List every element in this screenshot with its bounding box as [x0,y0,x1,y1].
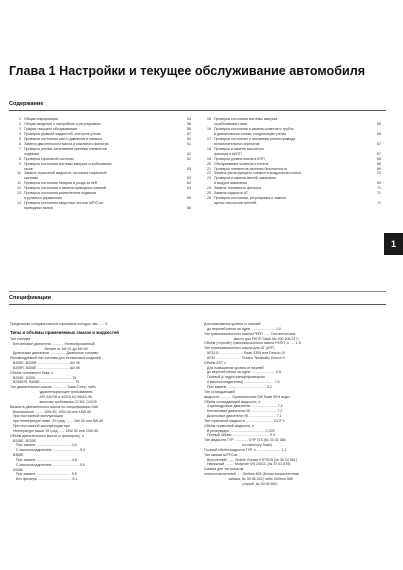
contents-rule [9,110,386,111]
toc-item-number: 24 [207,186,211,191]
spec-line: Всесезонное ........ 10W-30, 10W-40 или 15W-40 [10,409,92,414]
spec-line: до верхней метки на щупе ........................ 0,6 [204,370,281,375]
spec-line: При замене ................................... 4,5 [10,457,77,462]
spec-line: Объём топливного бака, л [10,370,54,375]
toc-item-page: 61 [187,141,191,146]
toc-item-number: 17 [207,136,211,141]
toc-item-page: 70 [377,171,381,176]
toc-item [200,147,381,157]
toc-item-number: 13 [17,191,21,196]
spec-line: В резервуаре ................................... 0,225 [204,428,275,433]
spec-line: Бензиновые двигатели V6 .......................... 7,2 [204,409,283,414]
toc-item-title: Проверка состояния системы выпуска отработавших газов [24,161,112,171]
toc-item-number: 25 [207,191,211,196]
toc-item-title: Проверка элементов системы безопасности [214,166,287,171]
toc-item-number: 26 [207,196,211,201]
toc-item-title: Проверка состояния, регулировка и замена щеток стеклоочистителей [214,196,287,206]
spec-line: Объём тормозной жидкости, л [204,423,255,428]
spec-line: API-SG/SH и ACEA А2-96/А3-96, [10,394,93,399]
toc-item-page: 64 [187,181,191,186]
toc-item-title: Проверка уровня масла в КПП [214,156,265,161]
spec-line: Полный объём ..................................... 0,9 [204,433,275,438]
spec-line: при температуре ниже -20 град ........ 5W-30 или 5W-40 [10,419,104,424]
section-divider [9,291,386,292]
toc-item-number: 20 [207,161,211,166]
toc-item-number: 21 [207,166,211,171]
toc-item-title: Проверка и замена масляного фильтра в АКПП [214,146,265,156]
toc-item-number: 16 [207,126,211,131]
toc-item-title: Проверка тормозной системы [24,156,74,161]
toc-item-page: 69 [377,166,381,171]
toc-item-page: 62 [187,156,191,161]
toc-item-title: Общие сведения о настройках и регулировках [24,121,101,126]
toc-right-column [200,117,381,206]
spec-line: Дизельные двигатели ................ Дизельное топливо [10,351,99,356]
specs-label: Спецификации [9,295,51,301]
spec-line: AF30 ......................... Texaco Texamatic Dexron II [204,355,286,360]
toc-item-number: 6 [19,141,21,146]
toc-item-number: 9 [19,161,21,166]
toc-item-title: Проверка состояния защитных чехлов ШРУСов приводных валов [24,201,103,211]
toc-item-number: 8 [19,156,21,161]
toc-item [10,162,191,172]
toc-item-number: 11 [17,181,21,186]
specs-rule [9,304,386,305]
spec-line: С маслоохладителем ........................... 5,4 [10,448,85,453]
toc-item-title: Замена фильтрующего элемента воздухоочистителя [214,171,302,176]
spec-line: смазка, № 30 06 442) либо Gleitmo 580 [204,477,293,481]
toc-item-number: 18 [207,146,211,151]
spec-line: Объём ATF, л [204,360,227,365]
toc-item-page: 71 [377,191,381,196]
toc-item-page: 54 [187,117,191,121]
toc-item-page: 67 [377,151,381,156]
spec-line: Вязкость двигательного масла по спецификации SAE [10,404,99,409]
toc-item-number: 4 [19,131,21,136]
toc-item-title: Проверка усилия затягивания крепежа элементов подвески [24,146,107,156]
toc-item [10,147,191,157]
spec-left-heading: Типы и объёмы применяемых смазок и жидкостей [10,329,119,335]
toc-item-page: 71 [377,186,381,191]
toc-item-number: 19 [207,156,211,161]
spec-line: B235E/R, B308E .................................. 75 [10,380,80,385]
spec-line: Рекомендуемый тип топлива для бензиновых моделей [10,356,101,361]
spec-line: При замене ................................... 5,5 [10,472,77,477]
spec-line: удовлетворяющее требованиям [10,390,93,395]
toc-left-column [10,117,191,211]
toc-item-number: 23 [207,176,211,181]
toc-item-number: 7 [19,146,21,151]
toc-item [10,191,191,201]
toc-item-number: 15 [207,117,211,121]
toc-item-title: Общая информация [24,117,58,121]
chapter-tab-marker [384,233,403,255]
spec-line: С маслоохладителем ........................... 5,0 [10,462,85,467]
toc-item-page: 63 [187,176,191,181]
spec-line: B205E, B205R ................................ АИ 95 [10,361,80,366]
spec-line: Тип жидкости ГУР ............. CHF 11S (№ 30 32 380 [204,438,286,443]
toc-item-title: Проверка состояния системы выпуска отработавших газов [214,117,278,126]
spec-line: D308L [10,467,24,472]
toc-item-title: Проверка состояния компонентов подвески и рулевого управления [24,191,96,201]
toc-item-title: Замена двигательного масла и масляного фильтра [24,141,109,146]
spec-line: При постоянной эксплуатации [10,414,63,419]
toc-item-page: 60 [187,136,191,141]
toc-item-page: 68 [377,161,381,166]
toc-item-number: 22 [207,171,211,176]
spec-lead-line: Предельная толщина износа тормозных колодок, мм ...... 5 [10,322,108,326]
toc-item [10,201,191,211]
toc-item-page: 67 [377,141,381,146]
spec-line: бензин от АИ-91 до АИ-98 [10,346,88,351]
spec-line: B205E, B235E [10,438,37,443]
toc-item [200,127,381,137]
toc-item-title: Проверка состояния и натяжения ремня привода вспомогательных агрегатов [214,136,296,146]
toc-item [200,137,381,147]
spec-line: Для повышения уровня от нижней [204,365,264,370]
toc-item-title: Проверка состояния шин и давления в накачки [24,136,102,141]
spec-line: и маслоохладителем) .............................. 7,0 [204,380,280,385]
spec-line: Тип тормозной жидкости ............................ DOT 4 [204,418,285,423]
spec-line: Без фильтра .................................. 5,1 [10,477,78,482]
toc-item [10,171,191,181]
toc-item-title: Обслуживание шлангов и петель [214,161,269,166]
spec-line: AF33-5 ........................ Saab 3309 или Dexron III [204,351,285,356]
spec-line: 4-цилиндровые двигатели .......................... 7,4 [204,404,283,409]
spec-line: Тип топлива [10,336,31,341]
spec-line: Наружный ......... Molycote VN 2461C (№ 87 61 878) [204,462,291,467]
spec-line: При постоянной эксплуатации при [10,424,70,429]
toc-item-number: 3 [19,126,21,131]
toc-item-title: Замена тормозной жидкости, прокачка тормозной системы [24,171,107,181]
spec-line: Смазка для тяг рычагов [204,467,244,472]
toc-item-number: 12 [17,186,21,191]
toc-item-title: Проверка уровней жидкостей, контроль утечек [24,131,102,136]
spec-line: Для повышения уровня от нижней [204,322,261,326]
contents-label: Содержание [9,101,44,107]
toc-item-number: 14 [17,201,21,206]
spec-line: Тип трансмиссионного масла РКПП ...... Синтетическое [204,331,296,336]
spec-line: Бензиновые двигатели ............ Неэтилированный [10,341,95,346]
toc-item-title: Проверка состояния и замена шлангов и трубок в двигательном отсеке, конденсация утечек [214,126,294,136]
toc-item-page: 69 [377,181,381,186]
toc-item-page: 62 [187,151,191,156]
spec-line: B205E, D205L ................................... 75 [10,375,77,380]
spec-line: B308E [10,453,24,458]
spec-line: Объём охлаждающей жидкости, л [204,399,261,404]
toc-item-page: 68 [377,156,381,161]
toc-item-page: 63 [187,166,191,171]
spec-line: Объём («сухой») трансмиссионного масла РКПП, л ..... 1,8 [204,341,301,346]
page-title: Глава 1 Настройки и текущее обслуживание автомобиля [9,64,366,78]
spec-right-column [204,322,385,487]
toc-item [200,196,381,206]
toc-item-page: 56 [187,121,191,126]
toc-item-page: 64 [187,186,191,191]
spec-line: (серый, № 30 06 562) [204,481,278,486]
toc-item-page: 66 [187,206,191,211]
spec-line: Внутренний ....... Mobile Grease KS75DS (№ 30 04 561) [204,457,297,462]
toc-item-title: Замена жидкости АТ [214,191,249,196]
spec-line: Тип трансмиссионного масла для АТ (ATF) [204,346,275,351]
spec-line: до верхней метки на щупе ........................ 1,0 [204,326,281,331]
spec-line: масло для РКПП Saab (№ 400 108 247) [204,336,299,341]
chapter-tab-number: 1 [390,239,396,249]
spec-line: включая требования CCMC G4/G5 [10,399,97,404]
toc-item-page: 57 [187,131,191,136]
toc-item-page: 71 [377,201,381,206]
toc-item-page: 66 [377,121,381,126]
spec-line: При замене ....................................... 3,2 [204,384,272,389]
toc-item-page: 65 [187,196,191,201]
spec-line: Полный объём жидкости ГУР, л ........................ 1,3 [204,447,287,452]
toc-item [200,117,381,127]
toc-item-page: 56 [187,126,191,131]
spec-line: Тип двигательного масла .............. Saab Turbo, либо [10,385,96,390]
toc-item [200,176,381,186]
toc-item-page: 66 [377,131,381,136]
toc-item-number: 2 [19,121,21,126]
toc-item-title: Проверка состояния батареи и ухода за ней [24,181,97,186]
spec-line: Тип охлаждающей [204,389,235,394]
spec-line: температуре выше 15 град ...... 15W-30 или 20W-50 [10,428,99,433]
spec-line: B205R, B308E ................................ АИ 95 [10,365,80,370]
toc-item-number: 10 [17,171,21,176]
toc-item-title: Проверка состояния и замена приводных ремней [24,186,106,191]
toc-item-title: Замена топливного фильтра [214,186,262,191]
toc-item-title: Проверка и замена свечей зажигания и модуля зажигания [214,176,277,186]
spec-line: жидкости ........... Оригинальная ОЖ Saab 50% воды [204,394,290,399]
spec-line: Полный (с гидротрансформатором [204,375,265,380]
spec-line: по каталогу Saab) [204,443,272,448]
toc-item-number: 1 [19,117,21,121]
spec-line: При замене ................................... 4,0 [10,443,77,448]
spec-line: Тип смазки ШРУСов [204,452,238,457]
spec-left-column [10,322,191,482]
spec-line: Объём двигательного масла (с фильтром), л [10,433,84,438]
spec-line: стеклоочистителей ..... Gleitmo 805 (Белая консистентная [204,472,299,477]
toc-item-number: 5 [19,136,21,141]
spec-line: Дизельные двигатели V6 ........................... 7,1 [204,414,282,419]
toc-item-title: График текущего обслуживания [24,126,77,131]
